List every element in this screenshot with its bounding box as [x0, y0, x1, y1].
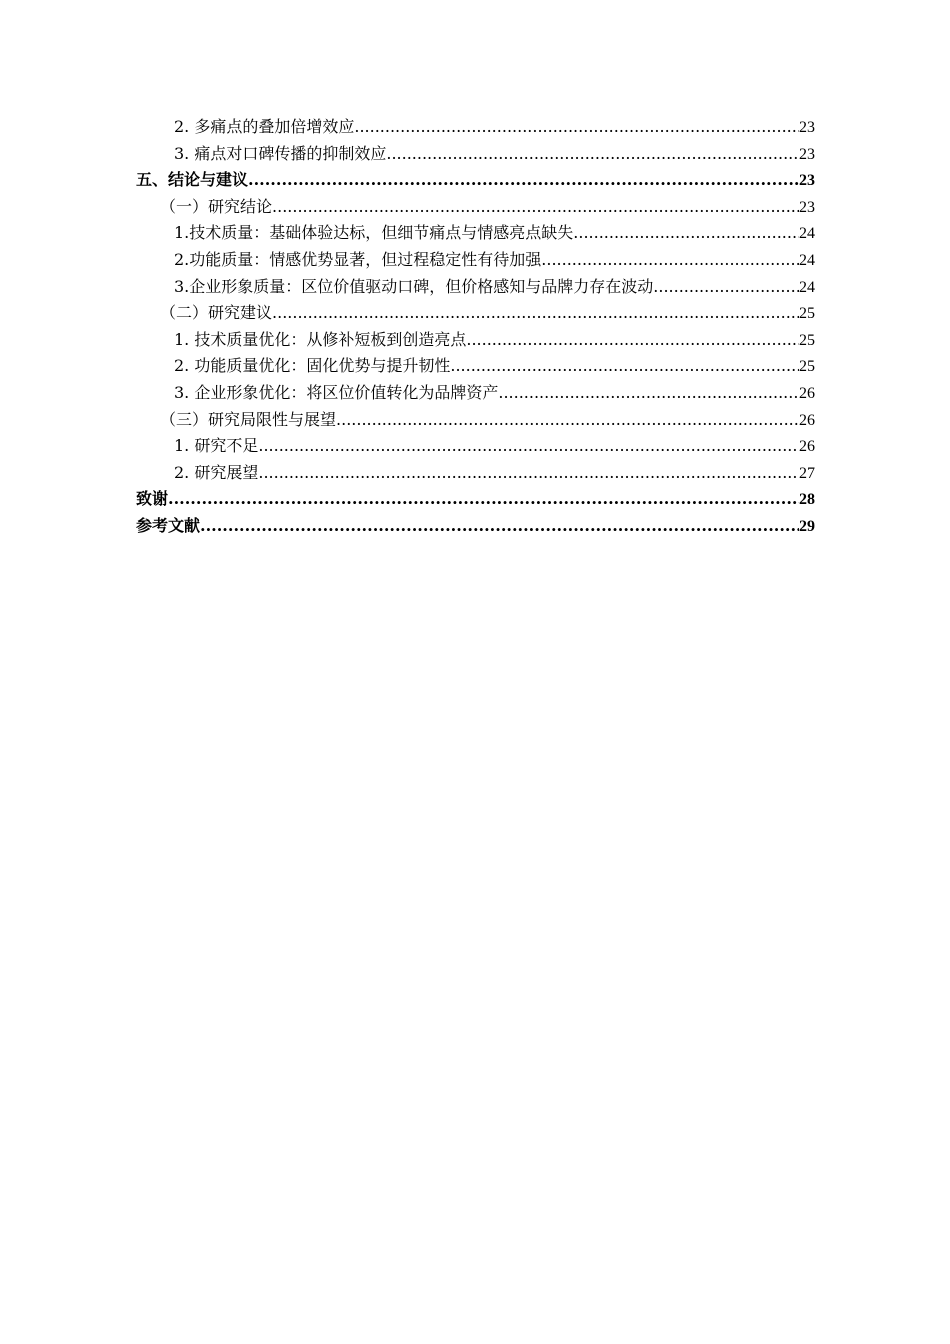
- toc-dot-leader: [466, 327, 799, 354]
- toc-entry-title: 2. 功能质量优化：固化优势与提升韧性: [174, 356, 451, 376]
- toc-entry[interactable]: [136, 353, 815, 380]
- toc-entry-title: 3.企业形象质量：区位价值驱动口碑，但价格感知与品牌力存在波动: [174, 276, 654, 296]
- toc-dot-leader: [272, 194, 799, 221]
- toc-entry-title: 参考文献: [136, 515, 201, 535]
- toc-entry[interactable]: [136, 220, 815, 247]
- toc-entry-title: 1.技术质量：基础体验达标，但细节痛点与情感亮点缺失: [174, 223, 574, 243]
- toc-entry-title: 3. 企业形象优化：将区位价值转化为品牌资产: [174, 382, 499, 402]
- toc-entry[interactable]: [136, 274, 815, 301]
- toc-dot-leader: [168, 486, 799, 513]
- toc-entry-page: 26: [799, 384, 815, 402]
- toc-entry-title: （一）研究结论: [160, 196, 273, 216]
- toc-entry-page: 23: [799, 172, 815, 190]
- toc-entry-section[interactable]: [136, 194, 815, 221]
- toc-dot-leader: [258, 460, 799, 487]
- toc-entry-page: 29: [799, 517, 815, 535]
- toc-entry[interactable]: [136, 380, 815, 407]
- toc-dot-leader: [450, 353, 799, 380]
- toc-entry-title: （三）研究局限性与展望: [160, 409, 337, 429]
- toc-entry[interactable]: [136, 327, 815, 354]
- toc-entry-chapter[interactable]: [136, 513, 815, 540]
- toc-dot-leader: [354, 114, 799, 141]
- toc-dot-leader: [386, 141, 799, 168]
- toc-dot-leader: [653, 274, 799, 301]
- toc-entry-page: 23: [799, 198, 815, 216]
- toc-entry-chapter[interactable]: [136, 486, 815, 513]
- toc-entry-title: 致谢: [136, 489, 169, 509]
- toc-dot-leader: [272, 300, 799, 327]
- toc-entry-page: 24: [799, 225, 815, 243]
- toc-entry-page: 25: [799, 331, 815, 349]
- toc-entry[interactable]: [136, 114, 815, 141]
- toc-dot-leader: [336, 407, 799, 434]
- toc-entry[interactable]: [136, 247, 815, 274]
- toc-entry-page: 28: [799, 491, 815, 509]
- toc-entry-title: （二）研究建议: [160, 303, 273, 323]
- toc-entry-section[interactable]: [136, 407, 815, 434]
- toc-entry-page: 25: [799, 305, 815, 323]
- toc-entry-page: 24: [799, 278, 815, 296]
- toc-entry[interactable]: [136, 460, 815, 487]
- toc-entry-page: 27: [799, 464, 815, 482]
- toc-entry-title: 1. 技术质量优化：从修补短板到创造亮点: [174, 329, 467, 349]
- toc-entry[interactable]: [136, 141, 815, 168]
- toc-dot-leader: [258, 433, 799, 460]
- toc-dot-leader: [573, 220, 799, 247]
- toc-entry-section[interactable]: [136, 300, 815, 327]
- toc-entry-title: 2. 多痛点的叠加倍增效应: [174, 117, 355, 136]
- toc-entry-page: 23: [799, 145, 815, 163]
- toc-entry-page: 25: [799, 358, 815, 376]
- toc-dot-leader: [498, 380, 799, 407]
- toc-entry-page: 26: [799, 411, 815, 429]
- toc-entry-title: 1. 研究不足: [174, 436, 259, 456]
- toc-entry-page: 23: [799, 119, 815, 136]
- toc-entry-title: 2. 研究展望: [174, 462, 259, 482]
- toc-entry-title: 五、结论与建议: [136, 170, 249, 190]
- toc-dot-leader: [541, 247, 799, 274]
- toc-entry-page: 26: [799, 438, 815, 456]
- toc-entry-title: 3. 痛点对口碑传播的抑制效应: [174, 143, 387, 163]
- toc-entry-chapter[interactable]: [136, 167, 815, 194]
- toc-dot-leader: [200, 513, 799, 540]
- toc-entry[interactable]: [136, 433, 815, 460]
- toc-entry-title: 2.功能质量：情感优势显著，但过程稳定性有待加强: [174, 249, 542, 269]
- toc-entry-page: 24: [799, 251, 815, 269]
- toc-dot-leader: [248, 167, 799, 194]
- table-of-contents: [136, 114, 815, 540]
